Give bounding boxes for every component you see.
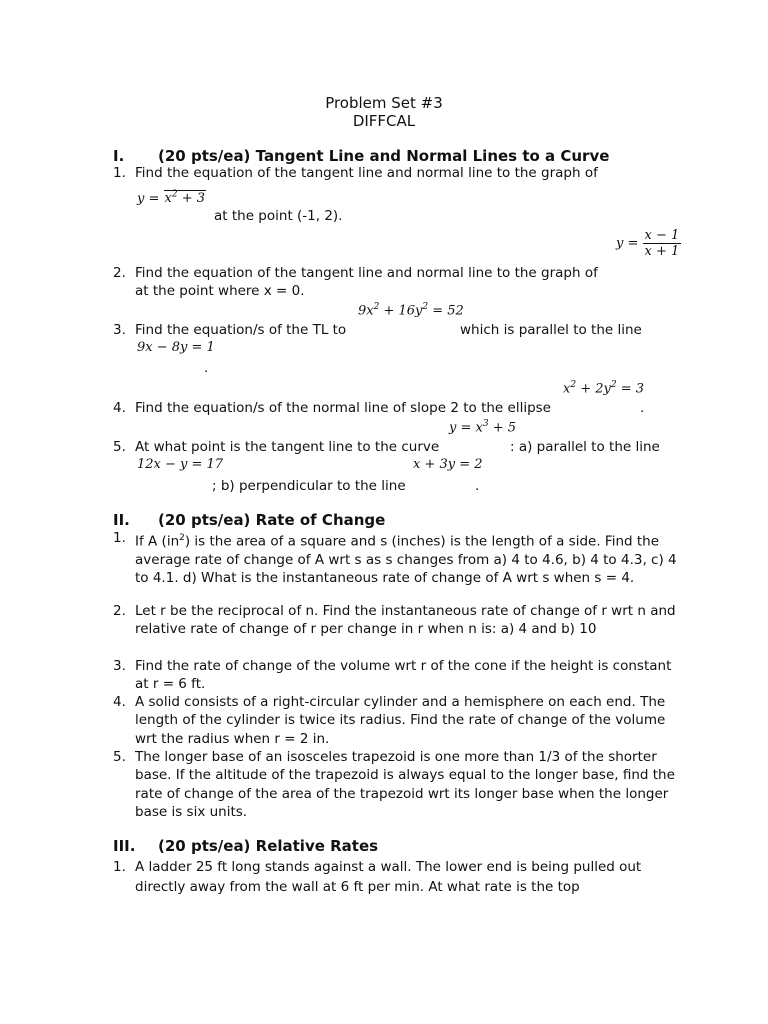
equation: $x^2 + 2y^2 = 3$: [563, 380, 645, 397]
equation: y = $\frac{x - 1}{x + 1}$: [616, 228, 680, 259]
item-number: 5.: [113, 749, 126, 765]
section-heading-2: [113, 511, 385, 529]
problem-text: Find the equation/s of the normal line of slope 2 to the ellipse: [135, 400, 551, 416]
item-number: 1.: [113, 165, 126, 181]
problem-text: at the point (-1, 2).: [214, 208, 343, 224]
superscript: 2: [179, 533, 185, 543]
equation: $y = x^3 + 5$: [449, 419, 517, 436]
section-number: II.: [113, 511, 130, 529]
punctuation: .: [640, 400, 645, 416]
item-number: 1.: [113, 859, 126, 875]
section-title: (20 pts/ea) Tangent Line and Normal Lines to a Curve: [158, 147, 610, 165]
section-heading-1: [113, 147, 609, 165]
item-number: 3.: [113, 322, 126, 338]
list-item: [113, 602, 683, 639]
problem-text: which is parallel to the line: [460, 322, 642, 338]
list-item: [113, 748, 683, 821]
list-item: [113, 857, 683, 897]
item-number: 2.: [113, 265, 126, 281]
section-title: (20 pts/ea) Rate of Change: [158, 511, 386, 529]
equation: 9x − 8y = 1: [137, 340, 215, 355]
section-heading-3: [113, 837, 378, 855]
item-number: 1.: [113, 530, 126, 546]
problem-text: Let r be the reciprocal of n. Find the instantaneous rate of change of r wrt n and relative rate of change of r per change in r when n is: a) 4 and b) 10: [135, 603, 676, 638]
problem-text: If A (in: [135, 533, 180, 550]
problem-text: : a) parallel to the line: [510, 439, 660, 455]
equation: x + 3y = 2: [413, 457, 483, 472]
problem-text: The longer base of an isosceles trapezoid is one more than 1/3 of the shorter base. If the altitude of the trapezoid is always equal to the longer base, find the rate of change of the area of the trapezoid wrt its longer base when the longer base is six units.: [135, 749, 675, 820]
punctuation: .: [204, 360, 209, 376]
list-item: [113, 657, 683, 694]
page-subtitle: DIFFCAL: [352, 112, 416, 130]
problem-text: At what point is the tangent line to the curve: [135, 439, 440, 455]
problem-text: Find the equation of the tangent line and normal line to the graph of: [135, 165, 598, 181]
item-number: 3.: [113, 658, 126, 674]
section-number: I.: [113, 147, 125, 165]
problem-text: ) is the area of a square and s (inches) is the length of a side. Find the average rate of change of A wrt s as s changes from a) 4 to 4.6, b) 4 to 4.3, c) 4 to 4.1. d) What is the instantaneous rate of change of A wrt s when s = 4.: [135, 533, 677, 587]
equation: $y = x^2 + 3$: [137, 190, 206, 207]
list-item: [113, 693, 683, 748]
item-number: 2.: [113, 603, 126, 619]
problem-text: Find the rate of change of the volume wrt r of the cone if the height is constant at r = 6 ft.: [135, 658, 672, 693]
item-number: 4.: [113, 694, 126, 710]
section-title: (20 pts/ea) Relative Rates: [158, 837, 379, 855]
page-title: Problem Set #3: [325, 94, 443, 112]
section-number: III.: [113, 837, 136, 855]
problem-text: Find the equation of the tangent line and normal line to the graph of: [135, 265, 598, 281]
problem-text: at the point where x = 0.: [135, 283, 305, 299]
problem-text: Find the equation/s of the TL to: [135, 322, 347, 338]
problem-text: A solid consists of a right-circular cylinder and a hemisphere on each end. The length of the cylinder is twice its radius. Find the rate of change of the volume wrt the radius when r = 2 in.: [135, 694, 666, 747]
item-number: 5.: [113, 439, 126, 455]
item-number: 4.: [113, 400, 126, 416]
list-item: [113, 529, 683, 587]
punctuation: .: [475, 478, 480, 494]
problem-text: ; b) perpendicular to the line: [212, 478, 406, 494]
equation: 12x − y = 17: [137, 457, 224, 472]
equation: $9x^2 + 16y^2 = 52$: [358, 302, 464, 319]
problem-text: A ladder 25 ft long stands against a wall. The lower end is being pulled out directly away from the wall at 6 ft per min. At what rate is the top: [135, 859, 642, 895]
